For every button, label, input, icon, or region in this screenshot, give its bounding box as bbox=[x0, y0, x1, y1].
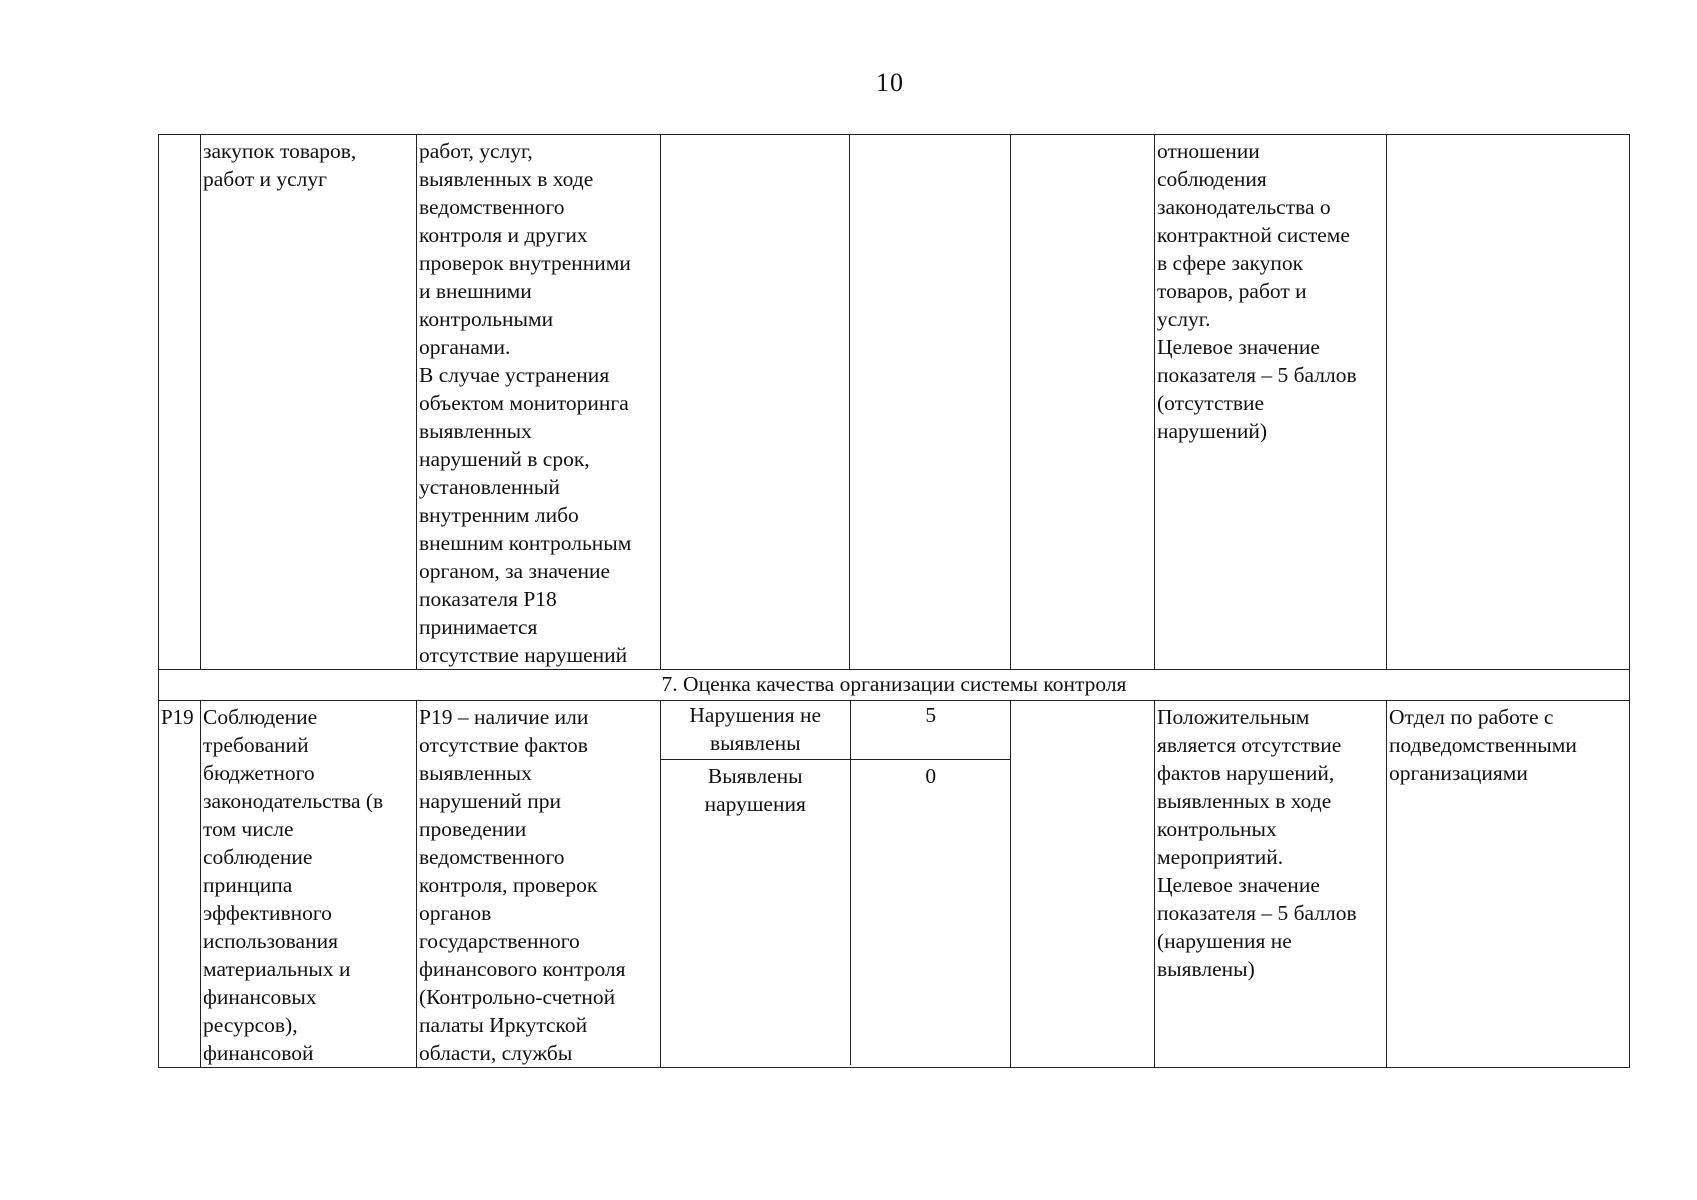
option-score: 5 bbox=[850, 701, 1011, 760]
cell-extra-empty bbox=[1011, 701, 1155, 1068]
section-header-row bbox=[159, 670, 1630, 701]
option-label: Нарушения не выявлены bbox=[661, 701, 850, 760]
cell-calculation-method: работ, услуг, выявленных в ходе ведомственного контроля и других проверок внутренними и внешними контрольными органами. В случае устранения объектом мониторинга выявленных нарушений в срок, установленный внутренним либо внешним контрольным органом, за значение показателя Р18 принимается отсутствие нарушений bbox=[417, 135, 661, 670]
cell-comment: отношении соблюдения законодательства о контрактной системе в сфере закупок товаров, работ и услуг. Целевое значение показателя – 5 баллов (отсутствие нарушений) bbox=[1155, 135, 1387, 670]
option-row bbox=[661, 760, 1011, 1065]
cell-code: Р19 bbox=[159, 701, 201, 1068]
cell-options-group bbox=[661, 701, 1011, 1068]
cell-indicator-name: закупок товаров, работ и услуг bbox=[201, 135, 417, 670]
option-score: 0 bbox=[925, 764, 937, 788]
cell-score-empty bbox=[850, 135, 1011, 670]
table-row-p19 bbox=[159, 701, 1630, 1068]
cell-extra-empty bbox=[1011, 135, 1155, 670]
page-number: 10 bbox=[876, 68, 904, 97]
cell-calculation-method: Р19 – наличие или отсутствие фактов выявленных нарушений при проведении ведомственного контроля, проверок органов государственного финансового контроля (Контрольно-счетной палаты Иркутской области, службы bbox=[417, 701, 661, 1068]
option-label: Выявлены нарушения bbox=[661, 760, 850, 1065]
options-subtable bbox=[661, 701, 1011, 1065]
cell-comment: Положительным является отсутствие фактов нарушений, выявленных в ходе контрольных мероприятий. Целевое значение показателя – 5 баллов (нарушения не выявлены) bbox=[1155, 701, 1387, 1068]
cell-values-empty bbox=[661, 135, 850, 670]
table-row-continued bbox=[159, 135, 1630, 670]
cell-responsible: Отдел по работе с подведомственными организациями bbox=[1387, 701, 1630, 1068]
section-title: 7. Оценка качества организации системы контроля bbox=[159, 670, 1630, 701]
indicator-table bbox=[158, 134, 1630, 1068]
cell-responsible-empty bbox=[1387, 135, 1630, 670]
cell-indicator-name: Соблюдение требований бюджетного законодательства (в том числе соблюдение принципа эффективного использования материальных и финансовых ресурсов), финансовой bbox=[201, 701, 417, 1068]
cell-code-empty bbox=[159, 135, 201, 670]
option-row bbox=[661, 701, 1011, 760]
